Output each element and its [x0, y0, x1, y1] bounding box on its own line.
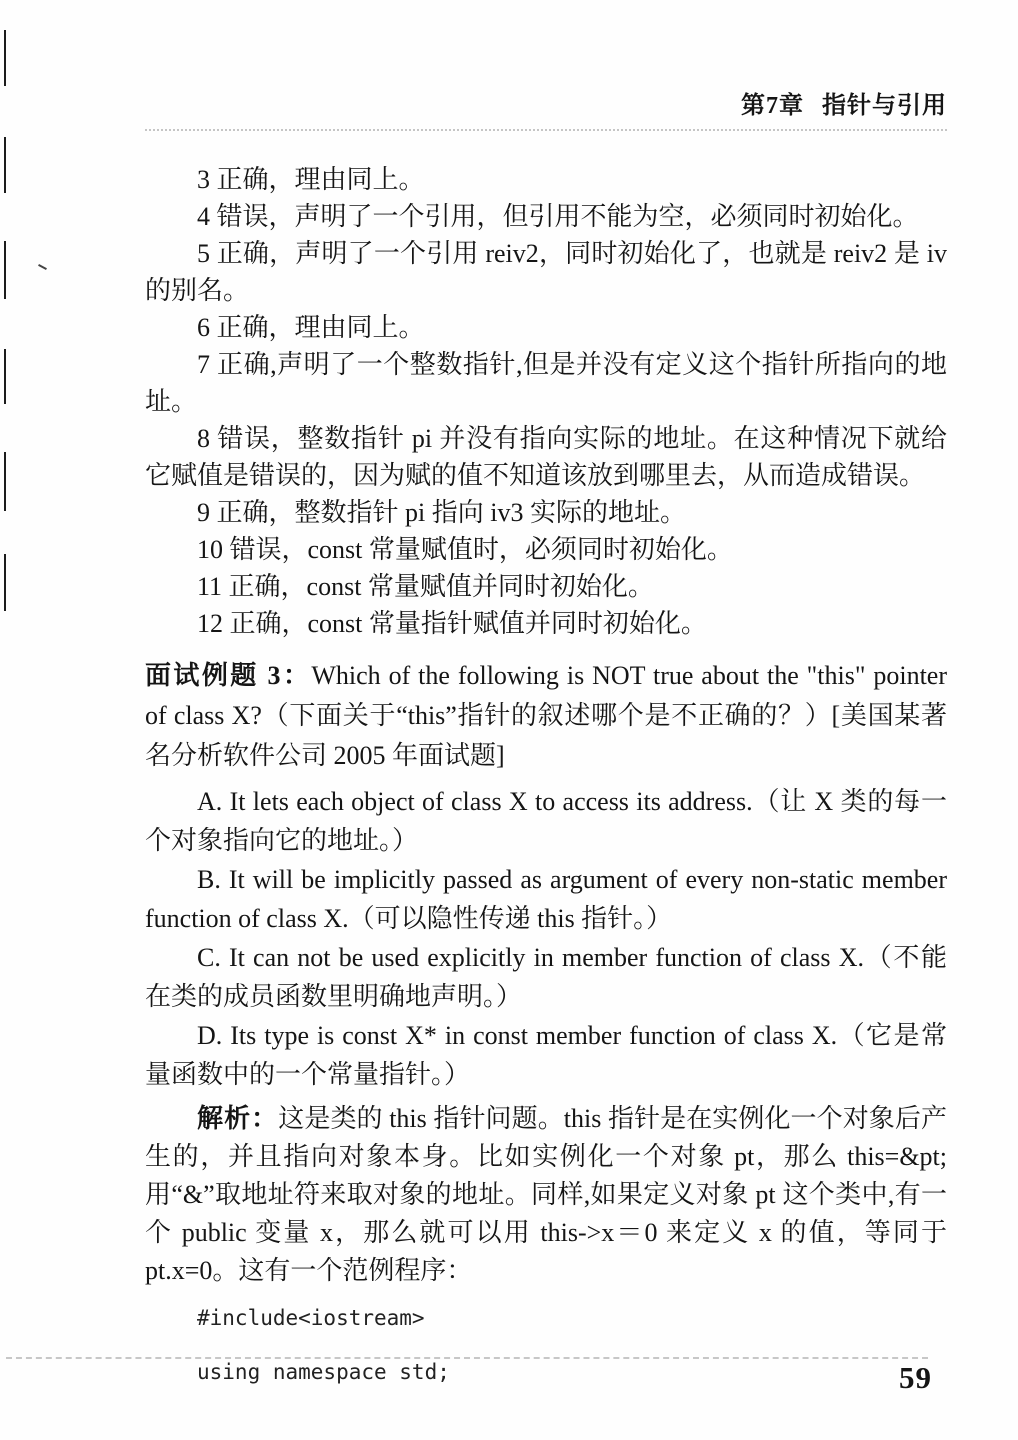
- option-list: [145, 782, 947, 1094]
- answer-list: [145, 161, 947, 642]
- chapter-number: 第7章: [741, 93, 804, 119]
- running-header: [145, 92, 947, 120]
- option-d: D. Its type is const X* in const member function of class X.（它是常量函数中的一个常量指针。）: [145, 1021, 947, 1089]
- analysis-label: 解析：: [197, 1104, 279, 1133]
- answer-item-9: 9 正确，整数指针 pi 指向 iv3 实际的地址。: [197, 498, 686, 527]
- analysis-text: 这是类的 this 指针问题。this 指针是在实例化一个对象后产生的，并且指向对象本身。比如实例化一个对象 pt，那么 this=&pt;用“&”取地址符来取对象的地址。同样,如果定义对象 pt 这个类中,有一个 public 变量 x，那么就可以用 this->x＝0 来定义 x 的值，等同于 pt.x=0。这有一个范例程序：: [145, 1104, 947, 1285]
- page-content: [145, 92, 947, 1414]
- answer-item-7: 7 正确,声明了一个整数指针,但是并没有定义这个指针所指向的地址。: [145, 350, 947, 416]
- option-b: B. It will be implicitly passed as argument of every non-static member function of class X.（可以隐性传递 this 指针。）: [145, 865, 947, 933]
- header-divider: [145, 129, 947, 131]
- answer-item-3: 3 正确，理由同上。: [197, 165, 425, 194]
- chapter-title: 指针与引用: [822, 93, 947, 119]
- scan-artifact-line: [4, 137, 6, 193]
- scan-artifact-line: [4, 349, 6, 404]
- scan-artifact-line: [4, 554, 6, 611]
- scan-artifact-line: [4, 241, 6, 299]
- footer-divider: [6, 1357, 928, 1359]
- option-a: A. It lets each object of class X to access its address.（让 X 类的每一个对象指向它的地址。）: [145, 787, 947, 855]
- analysis-paragraph: [145, 1100, 947, 1290]
- option-c: C. It can not be used explicitly in member function of class X.（不能在类的成员函数里明确地声明。）: [145, 943, 947, 1011]
- problem-label: 面试例题 3：: [145, 661, 312, 690]
- code-line-namespace: using namespace std;: [197, 1360, 450, 1384]
- answer-item-11: 11 正确，const 常量赋值并同时初始化。: [197, 572, 654, 601]
- code-line-include: #include<iostream>: [197, 1306, 425, 1330]
- problem-text: Which of the following is NOT true about the "this" pointer of class X?（下面关于“this”指针的叙述哪个是不正确的？）[美国某著名分析软件公司 2005 年面试题]: [145, 661, 947, 770]
- answer-item-6: 6 正确，理由同上。: [197, 313, 425, 342]
- answer-item-4: 4 错误，声明了一个引用，但引用不能为空，必须同时初始化。: [197, 202, 919, 231]
- scan-artifact-line: [4, 30, 6, 86]
- answer-item-10: 10 错误，const 常量赋值时，必须同时初始化。: [197, 535, 733, 564]
- scan-artifact-line: [4, 452, 6, 511]
- code-block: [197, 1306, 947, 1384]
- answer-item-8: 8 错误，整数指针 pi 并没有指向实际的地址。在这种情况下就给它赋值是错误的，因为赋的值不知道该放到哪里去，从而造成错误。: [145, 424, 947, 490]
- page-number: 59: [899, 1360, 932, 1395]
- scan-artifact-mark: [38, 264, 47, 270]
- answer-item-5: 5 正确，声明了一个引用 reiv2，同时初始化了，也就是 reiv2 是 iv 的别名。: [145, 239, 947, 305]
- problem-statement: [145, 656, 947, 776]
- answer-item-12: 12 正确，const 常量指针赋值并同时初始化。: [197, 609, 707, 638]
